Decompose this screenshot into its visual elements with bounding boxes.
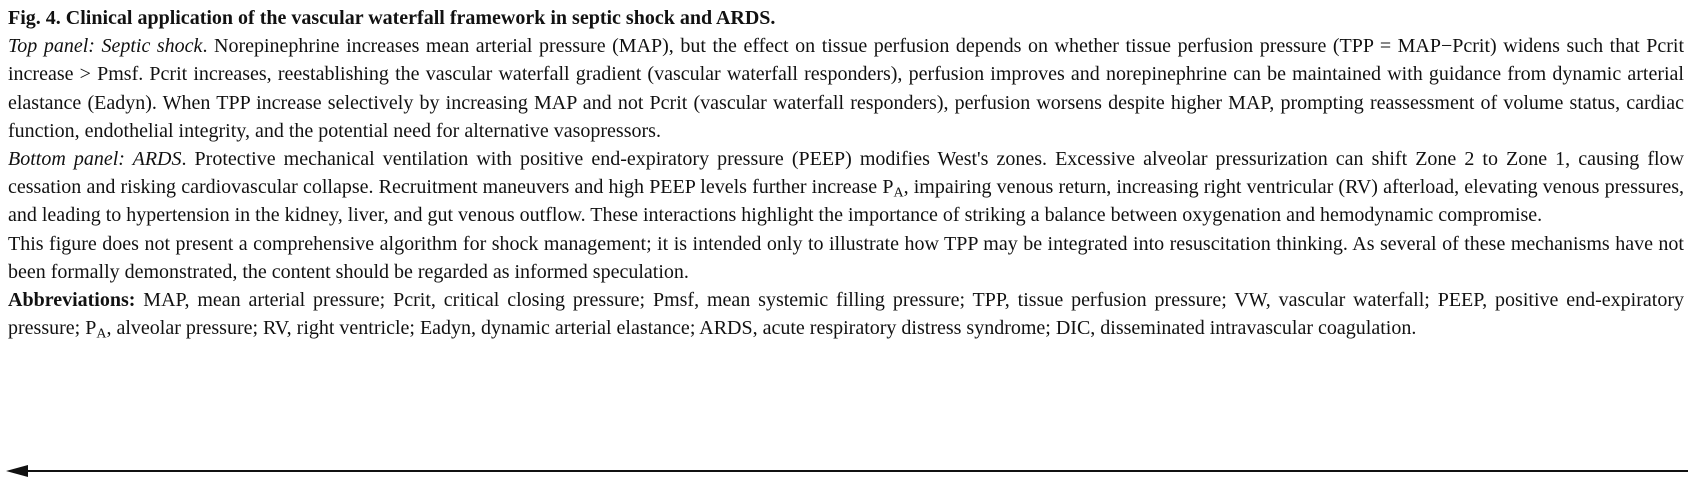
top-panel-label: Top panel: Septic shock: [8, 35, 203, 58]
abbreviations-paragraph: [8, 286, 1684, 342]
abbreviations-label: Abbreviations:: [8, 289, 136, 312]
figure-title: Clinical application of the vascular waterfall framework in septic shock and ARDS.: [65, 7, 776, 29]
bottom-panel-text-1: . Protective mechanical ventilation with positive end-expiratory pressure (PEEP) modifies West's zones. Excessive alveolar pressurization can shift Zone 2 to Zone 1, causing flow cessation and risking cardiovascular collapse. Recruitment maneuvers and high PEEP levels further increase P: [8, 148, 1684, 199]
abbreviations-text-2: , alveolar pressure; RV, right ventricle; Eadyn, dynamic arterial elastance; ARDS, acute respiratory distress syndrome; DIC, disseminated intravascular coagulation.: [106, 317, 1417, 340]
bottom-panel-subscript: A: [893, 185, 904, 201]
bottom-panel-label: Bottom panel: ARDS: [8, 148, 182, 171]
top-panel-text: . Norepinephrine increases mean arterial pressure (MAP), but the effect on tissue perfusion depends on whether tissue perfusion pressure (TPP = MAP−Pcrit) widens such that Pcrit increase > Pmsf. Pcrit increases, reestablishing the vascular waterfall gradient (vascular waterfall responders), perfusion improves and norepinephrine can be maintained with guidance from dynamic arterial elastance (Eadyn). When TPP increase selectively by increasing MAP and not Pcrit (vascular waterfall responders), perfusion worsens despite higher MAP, prompting reassessment of volume status, cardiac function, endothelial integrity, and the potential need for alternative vasopressors.: [8, 35, 1685, 142]
bottom-panel-paragraph: [8, 145, 1684, 230]
abbreviations-subscript: A: [96, 326, 107, 342]
bottom-panel-text-2: , impairing venous return, increasing right ventricular (RV) afterload, elevating venous pressures, and leading to hypertension in the kidney, liver, and gut venous outflow. These interactions highlight the importance of striking a balance between oxygenation and hemodynamic compromise.: [8, 176, 1684, 227]
left-arrow-icon: [6, 464, 1688, 478]
figure-title-line: [8, 4, 1684, 32]
abbreviations-text-1: MAP, mean arterial pressure; Pcrit, critical closing pressure; Pmsf, mean systemic filling pressure; TPP, tissue perfusion pressure; VW, vascular waterfall; PEEP, positive end-expiratory pressure; P: [8, 289, 1684, 340]
figure-label: Fig. 4.: [8, 7, 61, 29]
top-panel-paragraph: [8, 32, 1684, 145]
figure-caption: [8, 4, 1684, 342]
disclaimer-paragraph: This figure does not present a comprehensive algorithm for shock management; it is intended only to illustrate how TPP may be integrated into resuscitation thinking. As several of these mechanisms have not been formally demonstrated, the content should be regarded as informed speculation.: [8, 232, 1684, 283]
